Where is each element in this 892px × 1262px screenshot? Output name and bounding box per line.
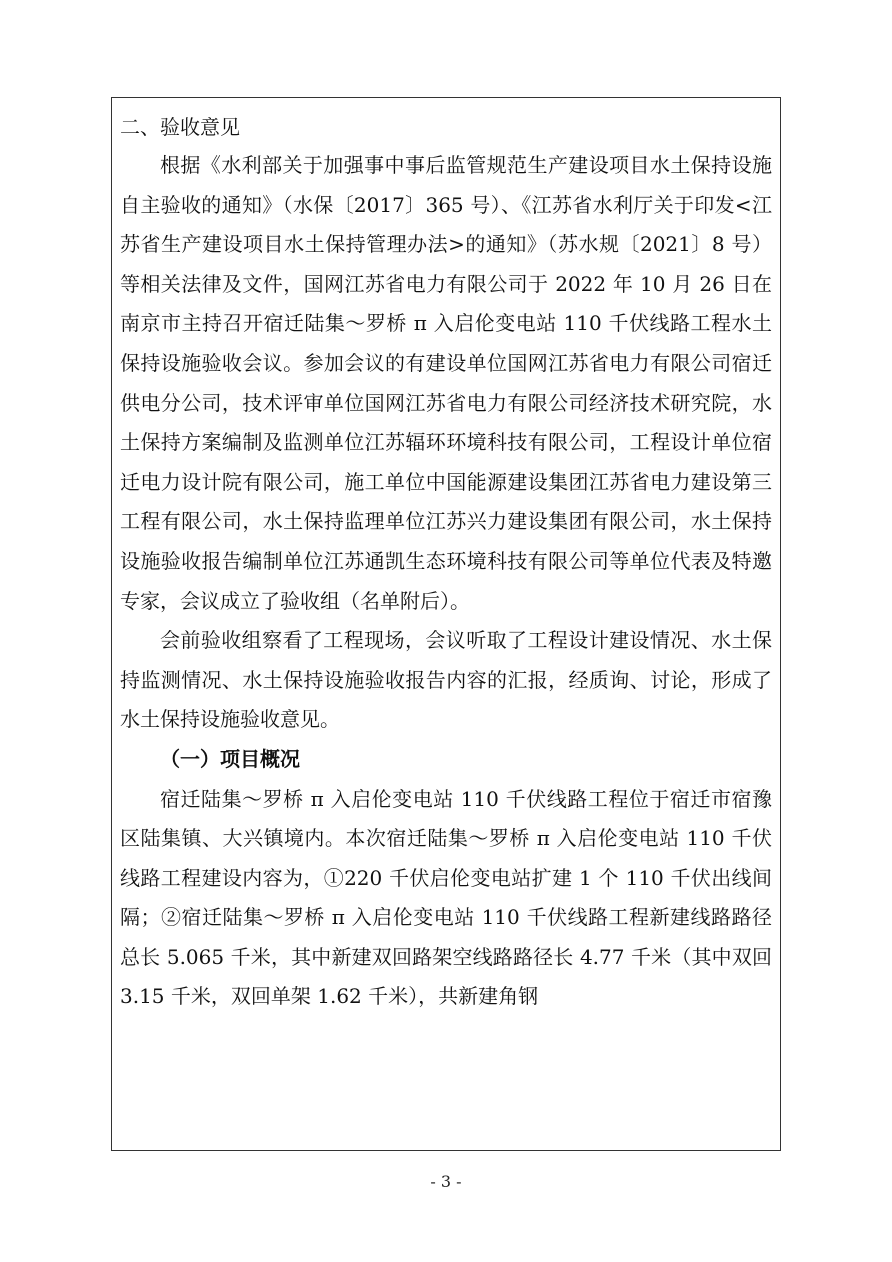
page-number: - 3 - (430, 1172, 462, 1191)
paragraph-project-overview: 宿迁陆集～罗桥 π 入启伦变电站 110 千伏线路工程位于宿迁市宿豫区陆集镇、大兴镇境内。本次宿迁陆集～罗桥 π 入启伦变电站 110 千伏线路工程建设内容为，①220 千伏启伦变电站扩建 1 个 110 千伏出线间隔；②宿迁陆集～罗桥 π 入启伦变电站 110 千伏线路工程新建线路路径总长 5.065 千米，其中新建双回路架空线路路径长 4.77 千米（其中双回 3.15 千米，双回单架 1.62 千米），共新建角钢 (120, 786, 772, 1009)
paragraph-basis: 根据《水利部关于加强事中事后监管规范生产建设项目水土保持设施自主验收的通知》（水保〔2017〕365 号）、《江苏省水利厅关于印发<江苏省生产建设项目水土保持管理办法>的通知》（苏水规〔2021〕8 号）等相关法律及文件，国网江苏省电力有限公司于 2022 年 10 月 26 日在南京市主持召开宿迁陆集～罗桥 π 入启伦变电站 110 千伏线路工程水土保持设施验收会议。参加会议的有建设单位国网江苏省电力有限公司宿迁供电分公司，技术评审单位国网江苏省电力有限公司经济技术研究院，水土保持方案编制及监测单位江苏辐环环境科技有限公司，工程设计单位宿迁电力设计院有限公司，施工单位中国能源建设集团江苏省电力建设第三工程有限公司，水土保持监理单位江苏兴力建设集团有限公司，水土保持设施验收报告编制单位江苏通凯生态环境科技有限公司等单位代表及特邀专家，会议成立了验收组（名单附后）。 (120, 153, 772, 613)
document-frame (111, 97, 781, 1151)
document-body (120, 108, 772, 1017)
section-title: 二、验收意见 (120, 115, 240, 139)
paragraph-meeting: 会前验收组察看了工程现场，会议听取了工程设计建设情况、水土保持监测情况、水土保持设施验收报告内容的汇报，经质询、讨论，形成了水土保持设施验收意见。 (120, 628, 772, 732)
subsection-title: （一）项目概况 (160, 746, 300, 771)
